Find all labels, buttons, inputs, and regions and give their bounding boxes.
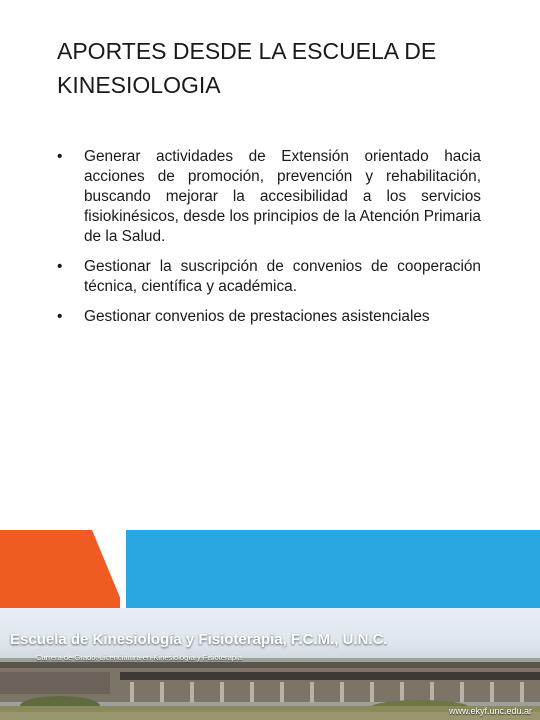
banner-subtitle: Carrera de Grado: Licenciatura en Kinesiología y Fisioterapia [36,653,242,662]
band-diagonal-cut [92,530,126,612]
banner-url: www.ekyf.unc.edu.ar [448,706,532,716]
bullet-marker: • [57,258,63,275]
bullet-list [57,147,481,337]
blue-accent-band [126,530,540,612]
footer-banner [0,530,540,720]
bullet-text: Gestionar la suscripción de convenios de cooperación técnica, científica y académica. [84,258,481,295]
bullet-item [57,257,481,297]
banner-title: Escuela de Kinesiología y Fisioterapia, F.C.M., U.N.C. [10,631,388,648]
bullet-marker: • [57,148,63,165]
bullet-text: Generar actividades de Extensión orientado hacia acciones de promoción, prevención y rehabilitación, buscando mejorar la accesibilidad a los servicios fisiokinésicos, desde los principios de la Atención Primaria de la Salud. [84,148,481,245]
slide-title: APORTES DESDE LA ESCUELA DE KINESIOLOGIA [57,38,437,98]
bullet-item [57,147,481,247]
bullet-text: Gestionar convenios de prestaciones asistenciales [84,308,430,325]
building-photo [0,608,540,720]
bullet-marker: • [57,308,63,325]
bullet-item [57,307,481,327]
